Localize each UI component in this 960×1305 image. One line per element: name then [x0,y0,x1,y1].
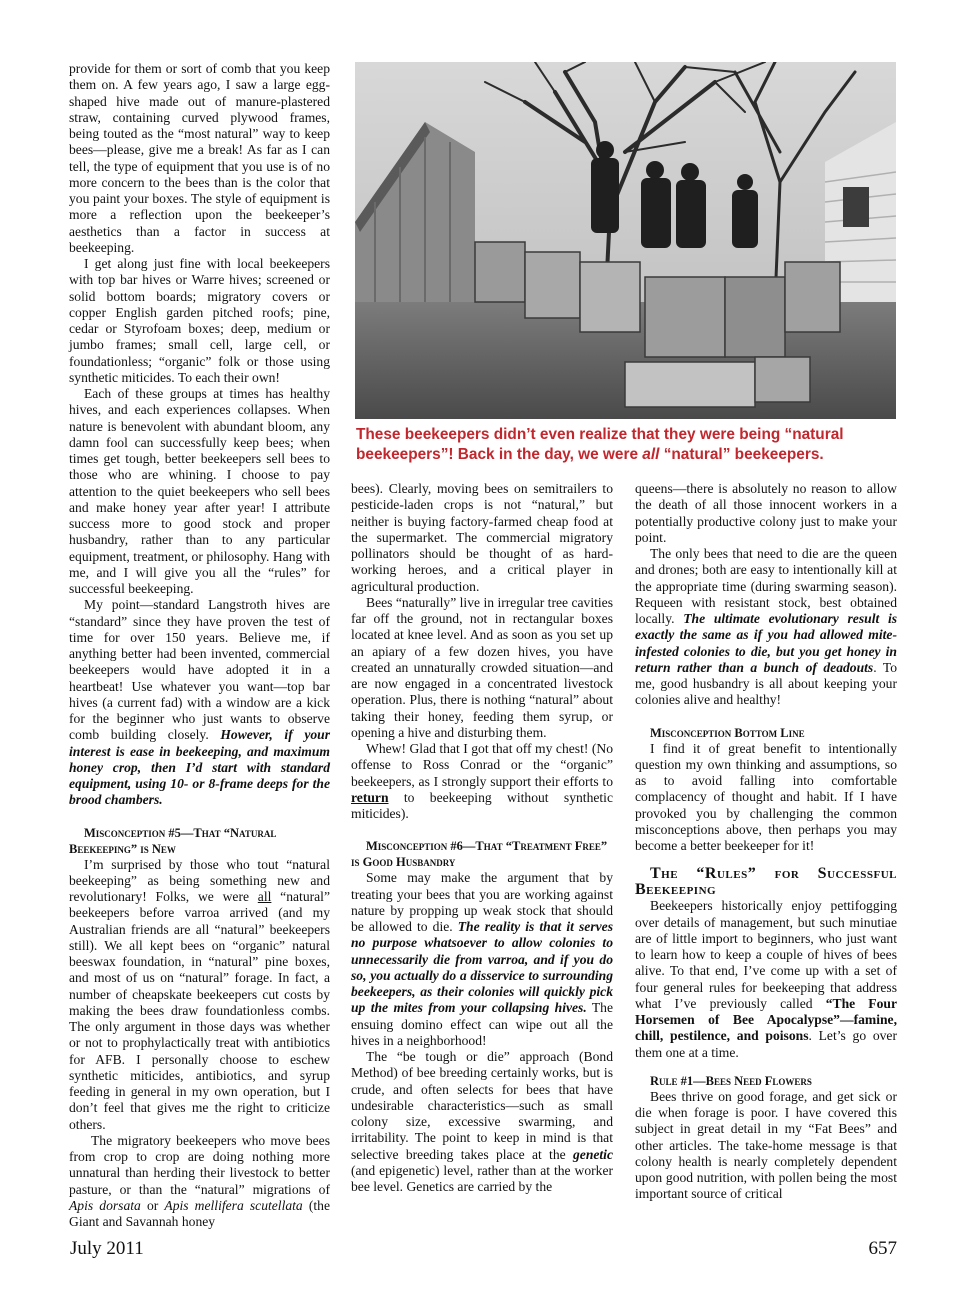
underlined-text: return [351,789,389,805]
column-3 [635,481,897,1203]
text-run: or [140,1197,165,1213]
paragraph [69,597,330,808]
paragraph [635,546,897,709]
footer-date: July 2011 [70,1238,144,1259]
text-run: The only bees that need to die are the queen and drones; both are easy to intentionally kill at the appropriate time (during swarming season). Requeen with resistant stock, best obtained locally. [635,546,897,626]
paragraph [351,741,613,822]
section-heading-misconception-6 [351,838,613,870]
text-run: My point—standard Langstroth hives are “standard” since they have proven the test of time for over 150 years. Believe me, if anything better had been invented, commercial beekeepers would have adopted it in a heartbeat! Use whatever you want—top bar hives (a current fad) with a window are a kick for the beginner who just wants to observe comb building closely. [69,597,330,743]
caption-emphasis: all [642,446,660,463]
beekeepers-photo [355,62,896,419]
section-heading-rule-1 [635,1073,897,1089]
paragraph: I get along just fine with local beekeepers with top bar hives or Warre hives; screened or solid bottom boards; migratory covers or copper English garden pitched roofs; pine, cedar or Styrofoam boxes; deep, medium or jumbo frames; small cell, large cell, or foundationless; “organic” folk or those using synthetic miticides. To each their own! [69,256,330,385]
text-run: . Let’s go over them one at a time. [635,1028,897,1060]
text-run: (the Giant and Savannah honey [69,1197,330,1229]
bold-text: “The Four Horsemen of Bee Apocalypse”—famine, chill, pestilence, and poisons [635,995,897,1044]
heading-text: Rule #1—Bees Need Flowers [650,1073,812,1088]
text-run: Beekeepers historically enjoy pettifogging over details of management, but such minutiae are of little import to beginners, who just want to learn how to keep a couple of hives of bees alive. To that end, I’ve come up with a set of four general rules for beekeeping that address what I’ve previously called [635,898,897,1011]
paragraph: I find it of great benefit to intentionally question my own thinking and assumptions, so as to avoid falling into comfortable complacency of thought and habit. If I have provoked you by challenging the common misconceptions above, then perhaps you may become a better beekeeper for it! [635,740,897,853]
emphasis-text: The reality is that it serves no purpose whatsoever to allow colonies to unnecessarily die from varroa, and if you do so, you actually do a disservice to surrounding beekeepers, as their colonies will quickly pick up the mites from your collapsing hives. [351,919,613,1016]
paragraph: Bees thrive on good forage, and get sick or die when forage is poor. I have covered this subject in great detail in my “Fat Bees” and other articles. The take-home message is that colony health is nearly completely dependent upon good nutrition, with pollen being the most important source of critical [635,1088,897,1202]
heading-text: Misconception #5—That “Natural Beekeeping” is New [69,825,277,856]
italic-text: Apis dorsata [69,1197,141,1213]
photo-caption [356,425,898,465]
text-run: . To me, good husbandry is all about keeping your colonies alive and healthy! [635,659,898,708]
text-run: Some may make the argument that by treating your bees that you are working against nature by propping up weak stock that should be allowed to die. [351,870,613,934]
text-run: to beekeeping without synthetic miticides). [351,789,613,821]
paragraph [351,1049,613,1195]
emphasis-text: The ultimate evolutionary result is exactly the same as if you had allowed mite-infested colonies to die, but you get honey in return rather than a bunch of deadouts [635,611,898,675]
italic-text: Apis mellifera scutellata [164,1197,303,1213]
heading-text: Misconception Bottom Line [650,725,805,740]
section-heading-bottom-line [635,725,897,741]
text-run: The ensuing domino effect can wipe out all the hives in a neighborhood! [351,1000,613,1048]
column-1 [69,61,330,1230]
text-run: The migratory beekeepers who move bees from crop to crop are doing nothing more unnatural than herding their livestock to better pasture, or than the “natural” migrations of [69,1132,330,1197]
paragraph: Each of these groups at times has healthy hives, and each experiences collapses. When nature is benevolent with abundant bloom, any damn fool can successfully keep bees; when times get tough, better beekeepers sell bees to those who are whining. I choose to pay attention to the quiet beekeepers who sell bees and make honey year after year! I attribute success more to good stock and proper husbandry, rather than to any particular equipment, treatment, or philosophy. Hang with me, and I will give you all the “rules” for successful beekeeping. [69,386,330,596]
text-run: The “be tough or die” approach (Bond Method) of bee breeding certainly works, but is crude, and often selects for bees that have undesirable characteristics—such as small colony size, excessive swarming, and irritability. The point to keep in mind is that selective breeding takes place at the [351,1049,613,1162]
paragraph: provide for them or sort of comb that you keep them on. A few years ago, I saw a large egg-shaped hive made out of manure-plastered straw, containing curved plywood frames, being touted as the “most natural” way to keep bees—please, give me a break! As far as I can tell, the type of equipment that you use is of no more concern to the bees than is the color that you paint your boxes. The style of equipment is more a reflection upon the beekeeper’s aesthetics than a factor in success at beekeeping. [69,61,330,255]
paragraph: bees). Clearly, moving bees on semitrailers to pesticide-laden crops is not “natural,” but neither is buying factory-farmed cheap food at the supermarket. The commercial migratory pollinators should be thought of as hard-working heroes, and a critical player in agricultural production. [351,481,613,594]
text-run: (and epigenetic) level, rather than at the worker bee level. Genetics are carried by the [351,1162,613,1194]
emphasis-text: genetic [572,1146,613,1162]
text-run: I’m surprised by those who tout “natural beekeeping” as being something new and revolutionary! Folks, we were [69,856,330,904]
paragraph [635,898,897,1061]
text-run: “natural” beekeepers before varroa arrived (and my Australian friends are all “natural” beekeepers still). We all kept bees on “organic” natural beeswax foundation, in “natural” pine boxes, and most of us on “natural” forage. In fact, a number of cheapskate beekeepers cut costs by making the bees draw foundationless combs. The only argument in those days was whether or not to prophylactically treat with antibiotics for AFB. I personally choose to eschew synthetic miticides, antibiotics, and syrup feeding in general in my own operation, but I don’t feel that gives me the right to criticize others. [69,889,330,1132]
paragraph [351,870,613,1049]
caption-text: These beekeepers didn’t even realize that they were being “natural beekeepers”! Back in the day, we were [356,426,844,463]
caption-text: “natural” beekeepers. [659,446,824,463]
paragraph: Bees “naturally” live in irregular tree cavities far off the ground, not in rectangular boxes located at knee level. And as soon as you set up an apiary of a few dozen hives, you have created an unnaturally crowded situation—and are now engaged in a concentrated livestock operation. Plus, there is nothing “natural” about taking their honey, feeding them syrup, or opening a hive and disturbing them. [351,594,613,740]
page-number: 657 [868,1238,897,1259]
heading-text: Misconception #6—That “Treatment Free” is Good Husbandry [351,839,608,870]
paragraph [69,857,330,1133]
underlined-text: all [257,889,272,904]
column-2 [351,481,613,1195]
emphasis-text: However, if your interest is ease in beekeeping, and maximum honey crop, then I’d start with standard equipment, using 10- or 8-frame deeps for the brood chambers. [69,727,331,808]
text-run: Whew! Glad that I got that off my chest! (No offense to Ross Conrad or the “organic” beekeepers, as I strongly support their efforts to [351,741,613,789]
paragraph: queens—there is absolutely no reason to allow the death of all those innocent workers in a potentially productive colony just to make your point. [635,481,897,545]
section-heading-rules: The “Rules” for Successful Beekeeping [635,865,897,899]
beekeepers-photo-drawing [355,62,896,419]
section-heading-misconception-5 [69,825,330,857]
paragraph [69,1133,330,1231]
